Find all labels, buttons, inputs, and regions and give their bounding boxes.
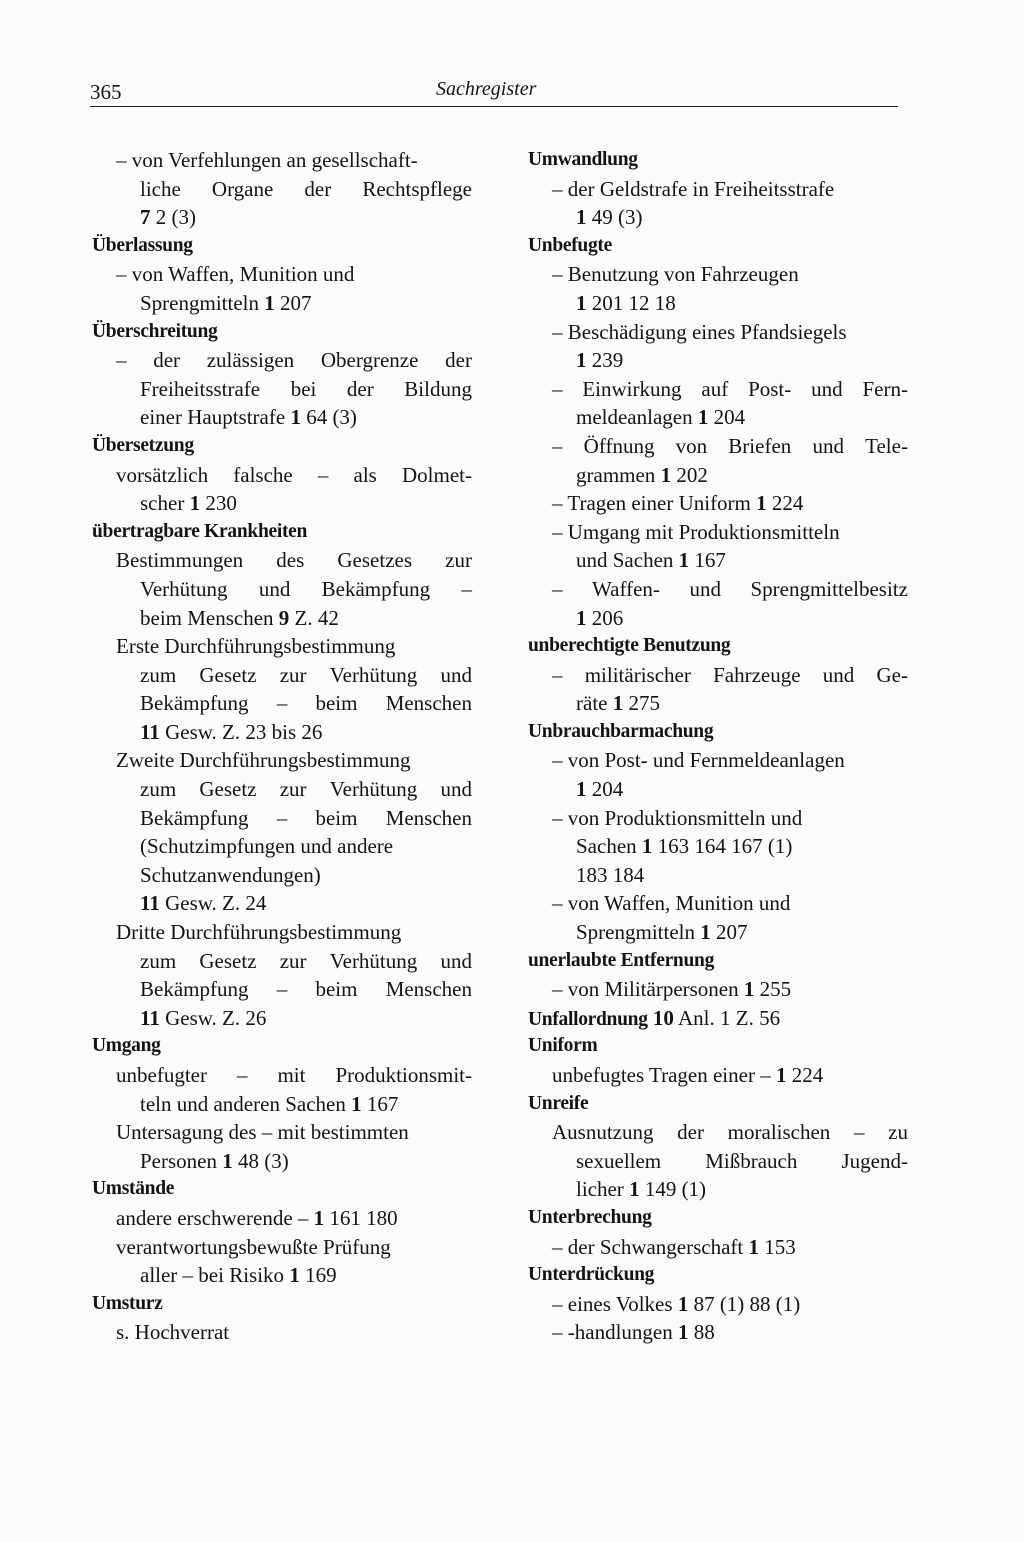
index-entry-line: – der zulässigen Obergrenze der	[116, 348, 472, 373]
index-headword: Unterdrückung	[528, 1264, 655, 1286]
index-entry-line: Bekämpfung – beim Menschen	[140, 977, 472, 1002]
index-entry-line: und Sachen 1 167	[576, 548, 726, 573]
index-headword: Umwandlung	[528, 149, 638, 170]
index-entry-line: – der Schwangerschaft 1 153	[552, 1234, 796, 1259]
index-headword: Umstände	[92, 1178, 175, 1200]
index-entry-line: – Umgang mit Produktionsmitteln	[552, 519, 840, 544]
index-entry-line: teln und anderen Sachen 1 167	[140, 1091, 399, 1116]
running-title: Sachregister	[436, 78, 537, 100]
index-entry-line: scher 1 230	[140, 491, 237, 516]
index-entry-line: räte 1 275	[576, 691, 660, 716]
index-entry-line: – eines Volkes 1 87 (1) 88 (1)	[552, 1291, 801, 1316]
index-entry-line: – von Post- und Fernmeldeanlagen	[552, 748, 845, 773]
index-entry-line: – -handlungen 1 88	[552, 1320, 715, 1345]
index-headword: unerlaubte Entfernung	[528, 949, 715, 971]
header-rule	[90, 106, 898, 107]
left-index-column	[92, 146, 472, 1347]
index-entry-line: Bekämpfung – beim Menschen	[140, 691, 472, 716]
index-entry-line: – der Geldstrafe in Freiheitsstrafe	[552, 176, 835, 201]
index-entry-line: Bestimmungen des Gesetzes zur	[116, 548, 472, 573]
index-entry-line: 11 Gesw. Z. 23 bis 26	[140, 719, 323, 744]
index-entry-line: Sprengmitteln 1 207	[140, 290, 312, 315]
index-headword: unberechtigte Benutzung	[528, 635, 731, 657]
index-entry-line: 1 206	[576, 605, 624, 630]
index-entry-line: licher 1 149 (1)	[576, 1177, 707, 1202]
index-entry-line: – militärischer Fahrzeuge und Ge-	[552, 662, 908, 687]
index-entry-line: liche Organe der Rechtspflege	[140, 176, 472, 201]
index-entry-line: – Einwirkung auf Post- und Fern-	[552, 376, 908, 401]
index-entry-line: – Tragen einer Uniform 1 224	[552, 491, 804, 516]
index-entry-line: zum Gesetz zur Verhütung und	[140, 777, 472, 802]
index-entry-line: meldeanlagen 1 204	[576, 405, 746, 430]
index-headword: Übersetzung	[92, 434, 194, 456]
index-entry-line: 183 184	[576, 862, 645, 887]
index-entry-line: Erste Durchführungsbestimmung	[116, 634, 396, 659]
index-entry-line: unbefugter – mit Produktionsmit-	[116, 1063, 472, 1087]
index-entry-line: zum Gesetz zur Verhütung und	[140, 662, 472, 687]
index-entry-line: grammen 1 202	[576, 462, 708, 487]
index-entry-line: – Waffen- und Sprengmittelbesitz	[552, 576, 908, 601]
index-entry-line: 1 239	[576, 348, 624, 373]
index-entry-line: vorsätzlich falsche – als Dolmet-	[116, 462, 472, 487]
index-entry-line: zum Gesetz zur Verhütung und	[140, 948, 472, 973]
index-entry-line: s. Hochverrat	[116, 1320, 230, 1345]
index-entry-line: – von Waffen, Munition und	[116, 262, 355, 287]
index-headword: Unterbrechung	[528, 1206, 652, 1228]
index-entry-line: sexuellem Mißbrauch Jugend-	[576, 1148, 908, 1173]
index-entry-line: – von Produktionsmitteln und	[552, 805, 803, 830]
index-headword: Überlassung	[92, 234, 193, 256]
index-headword: Unfallordnung 10 Anl. 1 Z. 56	[528, 1005, 781, 1030]
index-entry-line: – von Waffen, Munition und	[552, 891, 791, 916]
index-entry-line: andere erschwerende – 1 161 180	[116, 1205, 398, 1230]
index-entry-line: – Beschädigung eines Pfandsiegels	[552, 319, 847, 344]
index-entry-line: Dritte Durchführungsbestimmung	[116, 920, 402, 945]
index-entry-line: Bekämpfung – beim Menschen	[140, 805, 472, 830]
index-entry-line: unbefugtes Tragen einer – 1 224	[552, 1063, 824, 1087]
index-entry-line: Zweite Durchführungsbestimmung	[116, 748, 411, 773]
index-entry-line: Verhütung und Bekämpfung –	[140, 576, 472, 601]
index-entry-line: Schutzanwendungen)	[140, 862, 321, 887]
index-entry-line: Personen 1 48 (3)	[140, 1148, 289, 1173]
index-entry-line: Untersagung des – mit bestimmten	[116, 1120, 409, 1145]
index-headword: Uniform	[528, 1035, 598, 1057]
index-entry-line: 11 Gesw. Z. 24	[140, 891, 267, 916]
index-entry-line: (Schutzimpfungen und andere	[140, 834, 394, 859]
index-headword: Umgang	[92, 1035, 161, 1057]
index-entry-line: Ausnutzung der moralischen – zu	[552, 1120, 908, 1145]
index-headword: übertragbare Krankheiten	[92, 520, 308, 542]
index-entry-line: beim Menschen 9 Z. 42	[140, 605, 339, 630]
index-entry-line: 11 Gesw. Z. 26	[140, 1005, 267, 1030]
index-entry-line: Freiheitsstrafe bei der Bildung	[140, 376, 472, 401]
right-index-column	[528, 146, 908, 1347]
index-entry-line: – Benutzung von Fahrzeugen	[552, 262, 799, 287]
index-entry-line: 7 2 (3)	[140, 205, 196, 230]
index-entry-line: – von Verfehlungen an gesellschaft-	[116, 148, 418, 172]
index-entry-line: – Öffnung von Briefen und Tele-	[552, 433, 908, 458]
index-headword: Unbefugte	[528, 234, 612, 256]
page-number: 365	[90, 80, 122, 104]
index-entry-line: verantwortungsbewußte Prüfung	[116, 1234, 391, 1259]
index-headword: Unreife	[528, 1092, 589, 1114]
index-entry-line: Sachen 1 163 164 167 (1)	[576, 834, 793, 859]
index-headword: Überschreitung	[92, 320, 218, 342]
index-entry-line: Sprengmitteln 1 207	[576, 920, 748, 945]
index-entry-line: 1 204	[576, 777, 624, 802]
index-headword: Umsturz	[92, 1292, 163, 1314]
index-entry-line: aller – bei Risiko 1 169	[140, 1263, 337, 1288]
index-entry-line: einer Hauptstrafe 1 64 (3)	[140, 405, 357, 430]
index-entry-line: 1 49 (3)	[576, 205, 643, 230]
index-headword: Unbrauchbarmachung	[528, 720, 714, 742]
index-entry-line: – von Militärpersonen 1 255	[552, 977, 792, 1002]
index-entry-line: 1 201 12 18	[576, 290, 676, 315]
